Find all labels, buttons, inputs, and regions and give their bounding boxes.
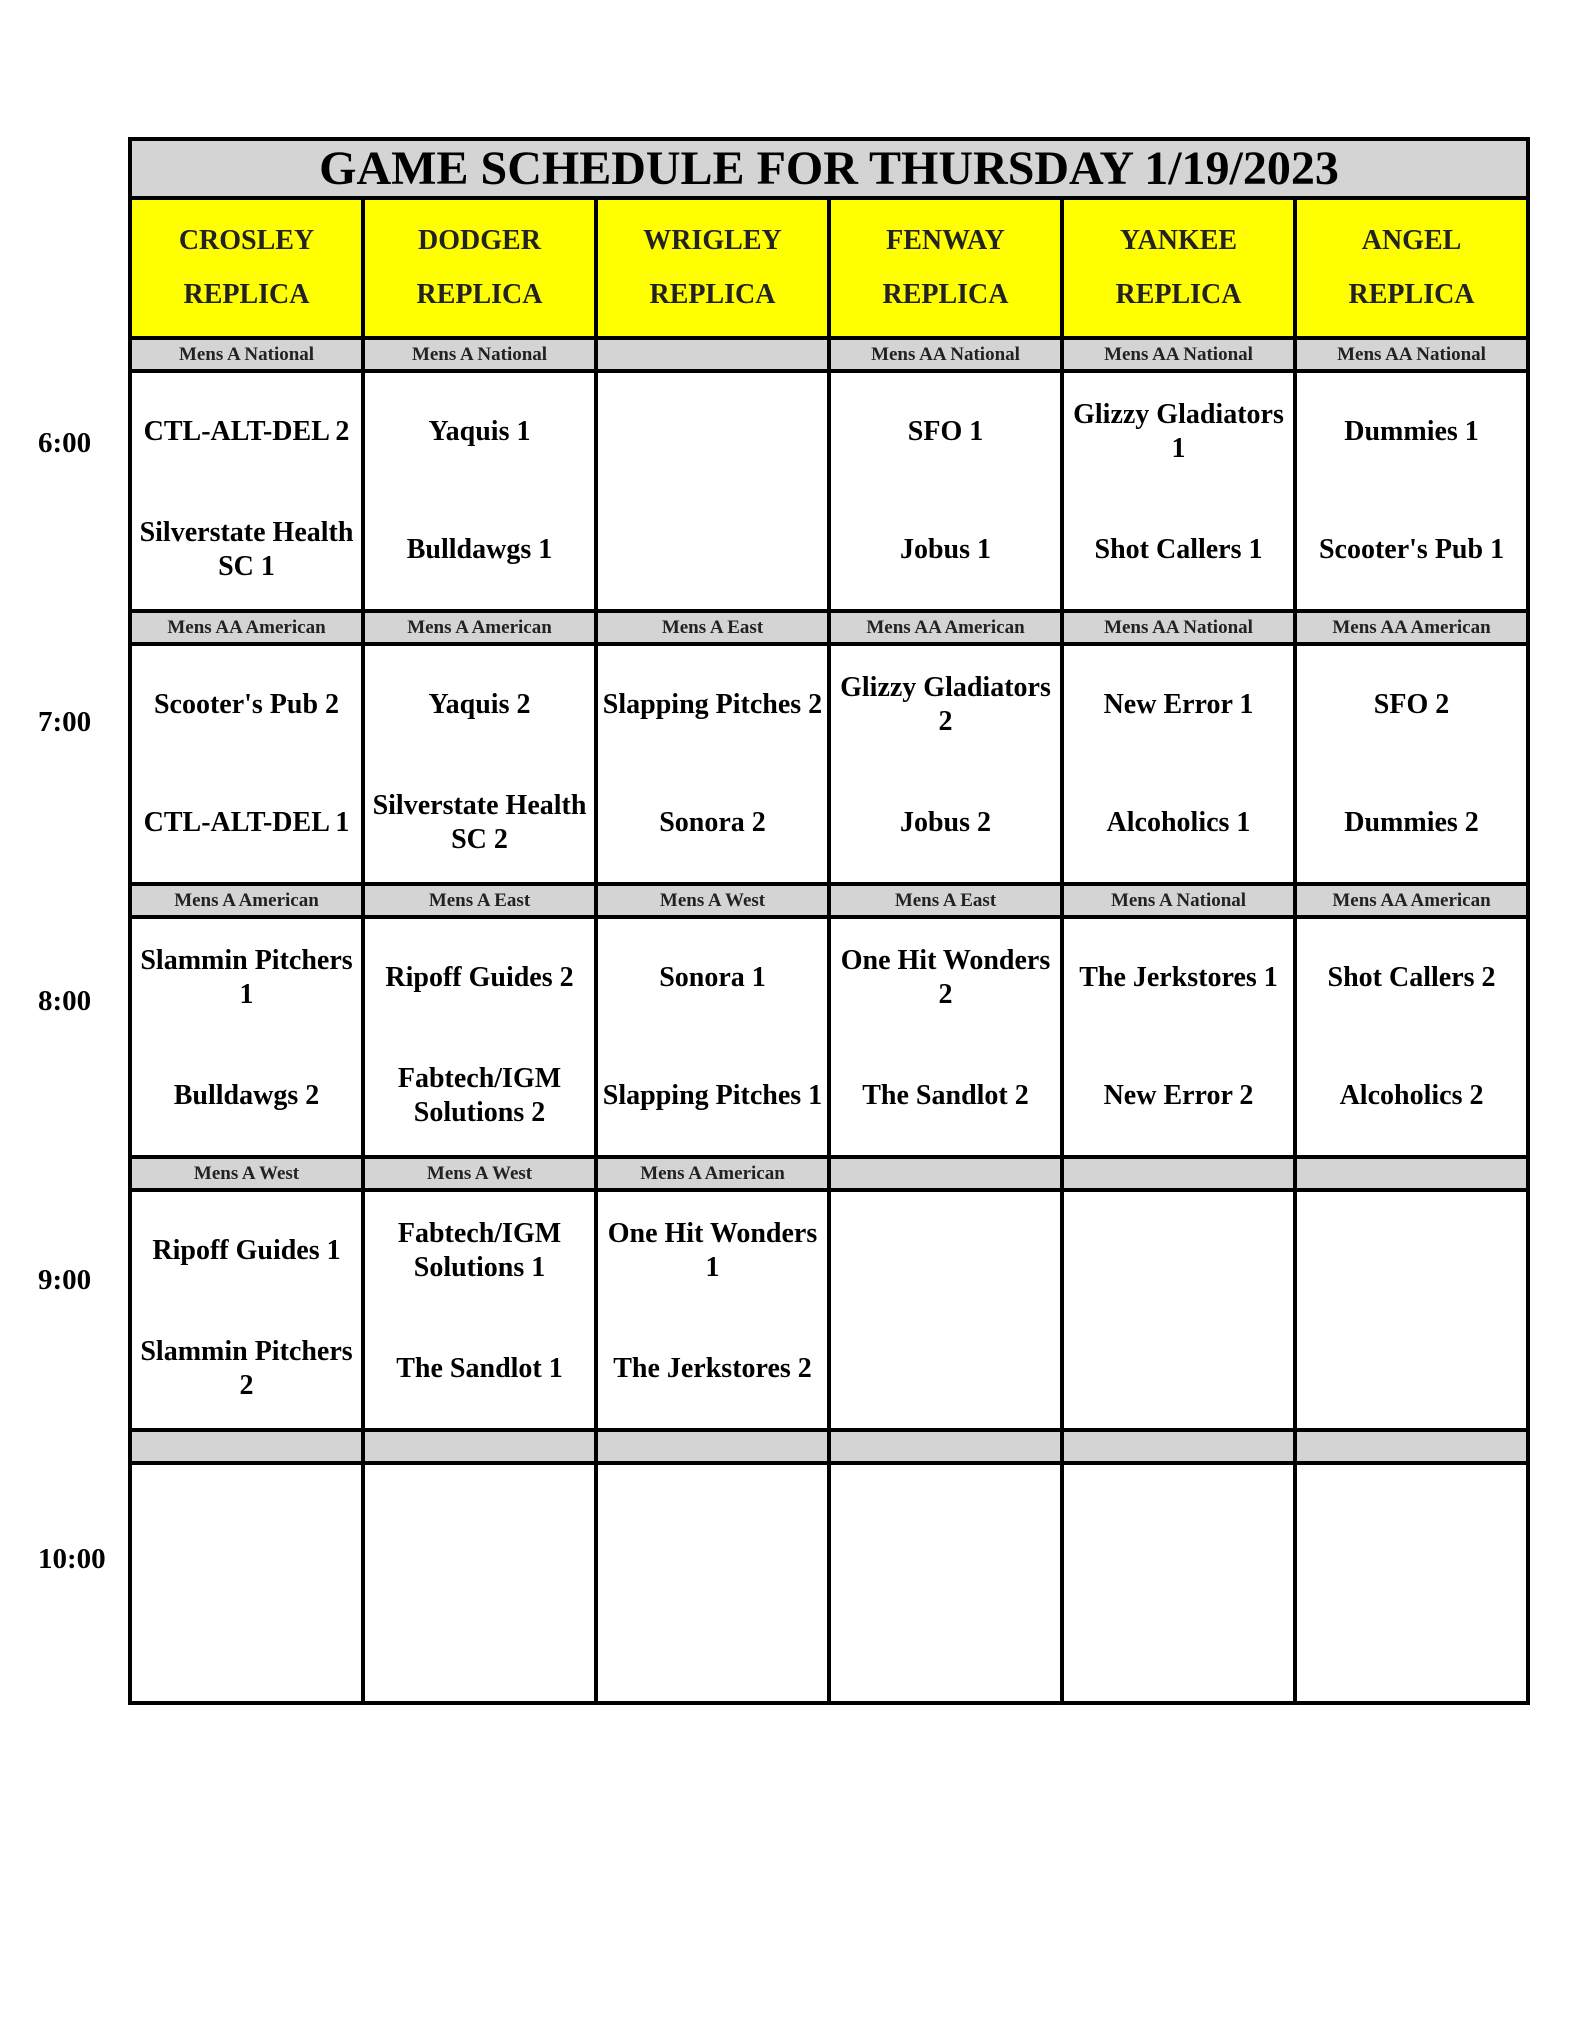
team-bottom	[1297, 1310, 1526, 1428]
game-cell	[130, 1463, 363, 1703]
division-label	[1062, 1430, 1295, 1463]
game-cell	[1295, 644, 1528, 884]
game-cell	[363, 917, 596, 1157]
team-bottom: Silverstate Health SC 2	[372, 790, 587, 855]
team-top	[598, 373, 827, 491]
game-cell	[829, 917, 1062, 1157]
game-cell	[130, 644, 363, 884]
field-name: DODGER	[418, 225, 541, 256]
division-label: Mens A National	[363, 338, 596, 371]
team-bottom	[598, 491, 827, 609]
team-top: SFO 2	[1373, 689, 1450, 720]
team-top: Fabtech/IGM Solutions 1	[397, 1218, 562, 1283]
time-label: 7:00	[38, 706, 92, 738]
team-top	[1297, 1192, 1526, 1310]
field-sub: REPLICA	[1115, 279, 1242, 310]
division-label: Mens A American	[130, 884, 363, 917]
field-header	[1062, 198, 1295, 338]
division-label: Mens AA American	[130, 611, 363, 644]
team-top: Yaquis 2	[428, 689, 531, 720]
time-label: 10:00	[38, 1543, 106, 1575]
schedule-title: GAME SCHEDULE FOR THURSDAY 1/19/2023	[130, 139, 1528, 198]
field-header	[1295, 198, 1528, 338]
division-label: Mens A East	[363, 884, 596, 917]
team-top	[1064, 1192, 1293, 1310]
game-cell	[1062, 644, 1295, 884]
game-cell	[596, 1463, 829, 1703]
team-bottom: New Error 2	[1103, 1080, 1254, 1111]
division-label	[363, 1430, 596, 1463]
team-top: Glizzy Gladiators 2	[840, 672, 1051, 737]
team-top	[365, 1465, 594, 1583]
game-cell	[1062, 917, 1295, 1157]
team-bottom: Slammin Pitchers 2	[140, 1336, 353, 1401]
game-cell	[1062, 1463, 1295, 1703]
game-cell	[1295, 1463, 1528, 1703]
team-top: Dummies 1	[1344, 416, 1479, 447]
team-bottom	[365, 1583, 594, 1701]
team-top: Sonora 1	[659, 962, 766, 993]
team-top: Scooter's Pub 2	[153, 689, 340, 720]
game-cell	[363, 1463, 596, 1703]
team-bottom: Dummies 2	[1344, 807, 1479, 838]
team-top: New Error 1	[1103, 689, 1254, 720]
team-bottom	[1297, 1583, 1526, 1701]
division-label	[829, 1157, 1062, 1190]
time-label: 9:00	[38, 1264, 92, 1296]
division-label	[130, 1430, 363, 1463]
division-label: Mens A National	[130, 338, 363, 371]
team-top	[831, 1465, 1060, 1583]
team-bottom: Alcoholics 1	[1106, 807, 1251, 838]
team-bottom: The Sandlot 2	[862, 1080, 1029, 1111]
field-sub: REPLICA	[183, 279, 310, 310]
field-sub: REPLICA	[882, 279, 1009, 310]
game-row	[130, 917, 1528, 1157]
team-bottom: Silverstate Health SC 1	[139, 517, 354, 582]
field-name: CROSLEY	[178, 225, 315, 256]
game-cell	[829, 644, 1062, 884]
division-label: Mens AA National	[1295, 338, 1528, 371]
game-row	[130, 371, 1528, 611]
game-cell	[1295, 1190, 1528, 1430]
team-bottom: The Sandlot 1	[396, 1353, 563, 1384]
team-bottom: Slapping Pitches 1	[602, 1080, 823, 1111]
field-header	[363, 198, 596, 338]
game-cell	[363, 371, 596, 611]
game-row	[130, 1463, 1528, 1703]
team-top	[1064, 1465, 1293, 1583]
game-cell	[130, 371, 363, 611]
division-label: Mens AA American	[829, 611, 1062, 644]
division-row	[130, 338, 1528, 371]
team-bottom	[598, 1583, 827, 1701]
division-label	[829, 1430, 1062, 1463]
field-sub: REPLICA	[416, 279, 543, 310]
game-cell	[130, 1190, 363, 1430]
game-cell	[363, 1190, 596, 1430]
game-cell	[363, 644, 596, 884]
division-label	[596, 1430, 829, 1463]
game-cell	[1295, 917, 1528, 1157]
game-cell	[1062, 1190, 1295, 1430]
division-label: Mens A American	[596, 1157, 829, 1190]
team-top: Shot Callers 2	[1327, 962, 1496, 993]
field-name: FENWAY	[886, 225, 1005, 256]
division-row	[130, 884, 1528, 917]
game-cell	[1295, 371, 1528, 611]
team-top	[831, 1192, 1060, 1310]
team-top: One Hit Wonders 1	[607, 1218, 818, 1283]
game-row	[130, 644, 1528, 884]
team-top: Glizzy Gladiators 1	[1073, 399, 1284, 464]
division-row	[130, 1157, 1528, 1190]
team-bottom: Fabtech/IGM Solutions 2	[397, 1063, 562, 1128]
team-top	[598, 1465, 827, 1583]
team-bottom: Alcoholics 2	[1339, 1080, 1484, 1111]
team-bottom: Bulldawgs 2	[173, 1080, 320, 1111]
field-name: YANKEE	[1119, 225, 1238, 256]
division-label: Mens A National	[1062, 884, 1295, 917]
team-bottom: CTL-ALT-DEL 1	[143, 807, 350, 838]
field-name: ANGEL	[1361, 225, 1462, 256]
division-label: Mens A East	[829, 884, 1062, 917]
team-bottom: The Jerkstores 2	[613, 1353, 812, 1384]
team-top	[1297, 1465, 1526, 1583]
team-bottom	[1064, 1583, 1293, 1701]
division-label: Mens AA National	[1062, 611, 1295, 644]
team-top: Ripoff Guides 1	[152, 1235, 341, 1266]
division-label: Mens A West	[130, 1157, 363, 1190]
field-sub: REPLICA	[1348, 279, 1475, 310]
team-top: One Hit Wonders 2	[840, 945, 1051, 1010]
field-header	[829, 198, 1062, 338]
division-label	[1295, 1157, 1528, 1190]
team-bottom	[831, 1310, 1060, 1428]
field-header	[596, 198, 829, 338]
title-row	[130, 139, 1528, 198]
division-label	[1295, 1430, 1528, 1463]
slots-body	[130, 338, 1528, 1703]
team-top: Slapping Pitches 2	[602, 689, 823, 720]
team-bottom: Scooter's Pub 1	[1318, 534, 1505, 565]
team-bottom: Jobus 2	[899, 807, 992, 838]
team-top: Ripoff Guides 2	[385, 962, 574, 993]
team-top: The Jerkstores 1	[1079, 962, 1278, 993]
team-bottom	[132, 1583, 361, 1701]
team-top: SFO 1	[907, 416, 984, 447]
division-label: Mens A East	[596, 611, 829, 644]
game-cell	[130, 917, 363, 1157]
game-cell	[829, 1463, 1062, 1703]
game-cell	[829, 1190, 1062, 1430]
division-label	[1062, 1157, 1295, 1190]
team-top	[132, 1465, 361, 1583]
field-sub: REPLICA	[649, 279, 776, 310]
team-bottom: Sonora 2	[659, 807, 766, 838]
time-label: 6:00	[38, 427, 92, 459]
team-bottom: Bulldawgs 1	[406, 534, 553, 565]
division-label: Mens AA National	[1062, 338, 1295, 371]
time-label: 8:00	[38, 985, 92, 1017]
division-label: Mens A West	[363, 1157, 596, 1190]
division-label: Mens AA National	[829, 338, 1062, 371]
division-row	[130, 611, 1528, 644]
division-label	[596, 338, 829, 371]
division-label: Mens AA American	[1295, 611, 1528, 644]
team-top: Slammin Pitchers 1	[140, 945, 353, 1010]
game-cell	[596, 917, 829, 1157]
team-bottom	[831, 1583, 1060, 1701]
team-top: CTL-ALT-DEL 2	[143, 416, 350, 447]
division-label: Mens AA American	[1295, 884, 1528, 917]
game-row	[130, 1190, 1528, 1430]
game-cell	[829, 371, 1062, 611]
team-top: Yaquis 1	[428, 416, 531, 447]
game-cell	[596, 371, 829, 611]
division-label: Mens A West	[596, 884, 829, 917]
division-label: Mens A American	[363, 611, 596, 644]
division-row	[130, 1430, 1528, 1463]
game-cell	[596, 1190, 829, 1430]
schedule-table	[128, 137, 1530, 1705]
field-header	[130, 198, 363, 338]
game-cell	[1062, 371, 1295, 611]
team-bottom: Jobus 1	[899, 534, 992, 565]
game-cell	[596, 644, 829, 884]
team-bottom	[1064, 1310, 1293, 1428]
field-name: WRIGLEY	[643, 225, 782, 256]
team-bottom: Shot Callers 1	[1094, 534, 1263, 565]
fields-row	[130, 198, 1528, 338]
